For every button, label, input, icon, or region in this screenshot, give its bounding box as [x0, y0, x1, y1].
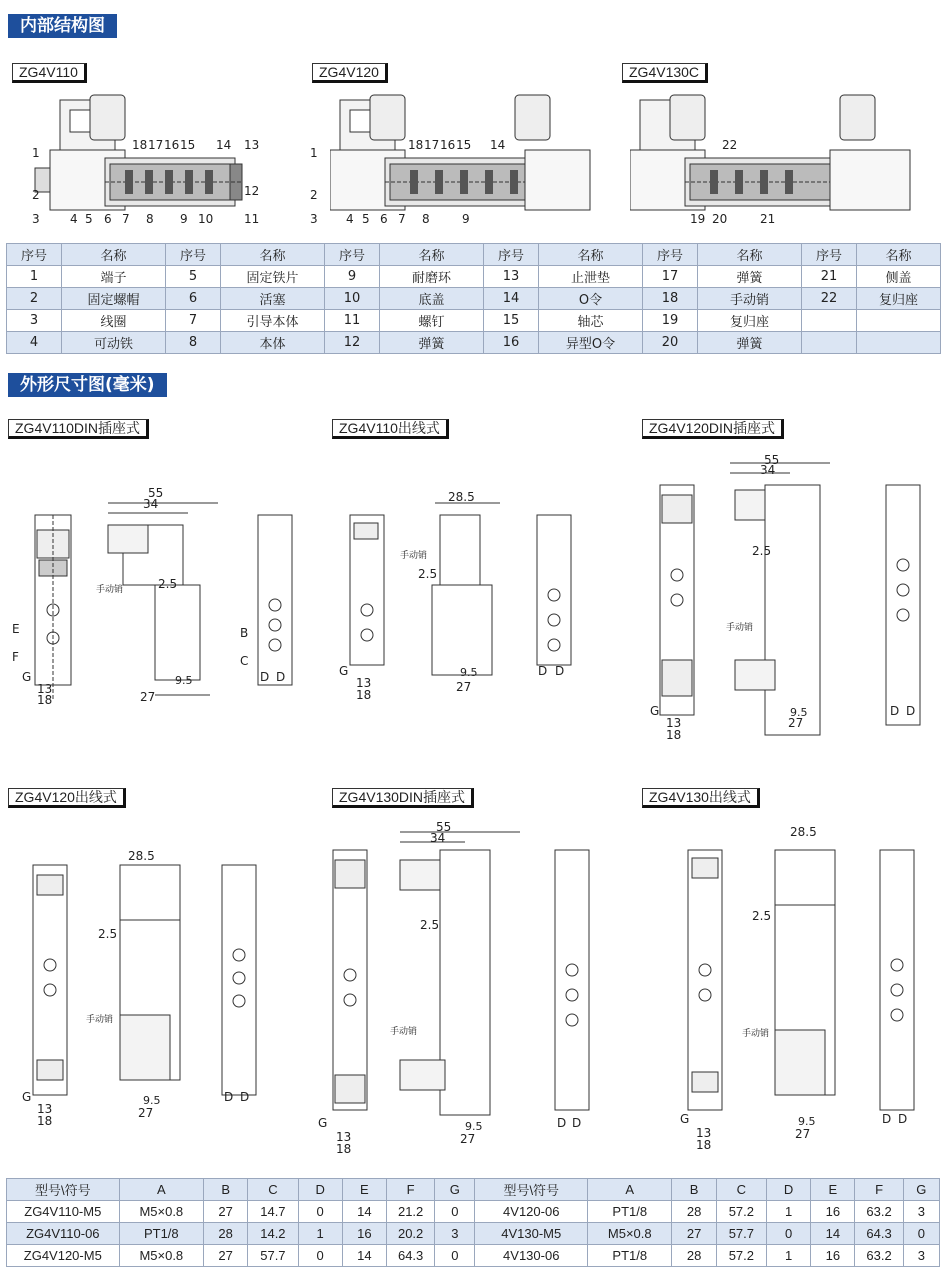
- dim-label-2-5: 2.5: [752, 909, 772, 923]
- callout: 5: [85, 212, 93, 226]
- table-header: G: [903, 1179, 939, 1201]
- dim-label-9-5: 9.5: [460, 666, 478, 679]
- table-cell: 7: [166, 310, 221, 332]
- table-cell: 3: [903, 1201, 939, 1223]
- table-cell: 4V120-06: [475, 1201, 588, 1223]
- dim-label-18: 18: [696, 1138, 712, 1152]
- callout: 22: [722, 138, 738, 152]
- callout: 2: [310, 188, 318, 202]
- structure-diagram-v110: [30, 90, 270, 230]
- dim-label-d: D: [555, 664, 565, 678]
- dim-label-13: 13: [37, 682, 53, 696]
- table-header: 序号: [484, 244, 539, 266]
- table-header: D: [766, 1179, 810, 1201]
- table-cell: 27: [204, 1245, 248, 1267]
- dim-label-d: D: [906, 704, 916, 718]
- table-cell: 复归座: [857, 288, 941, 310]
- dim-label-18: 18: [37, 693, 53, 707]
- callout: 21: [760, 212, 776, 226]
- dim-label-2-5: 2.5: [418, 567, 438, 581]
- table-cell: 底盖: [380, 288, 484, 310]
- table-header-row: [7, 244, 941, 266]
- model-tag-v120-din: ZG4V120DIN插座式: [642, 419, 784, 439]
- table-cell: 0: [766, 1223, 810, 1245]
- table-cell: 异型O令: [539, 332, 643, 354]
- table-cell: 0: [298, 1201, 342, 1223]
- table-cell: 8: [166, 332, 221, 354]
- table-cell: 28: [672, 1201, 716, 1223]
- table-cell: 引导本体: [221, 310, 325, 332]
- callout: 1: [32, 146, 40, 160]
- callout: 9: [462, 212, 470, 226]
- dim-label-34: 34: [143, 497, 159, 511]
- manual-pin-label: 手动销: [96, 585, 124, 595]
- dim-label-28-5: 28.5: [448, 490, 475, 504]
- callout: 3: [32, 212, 40, 226]
- section-header-structure: 内部结构图: [8, 14, 117, 38]
- dimension-drawing-v130-din: [325, 830, 605, 1120]
- table-cell: 可动铁: [62, 332, 166, 354]
- table-cell: 0: [903, 1223, 939, 1245]
- dim-label-55: 55: [148, 486, 164, 500]
- table-cell: 16: [484, 332, 539, 354]
- table-cell: [857, 332, 941, 354]
- dim-label-27: 27: [460, 1132, 476, 1146]
- table-header: D: [298, 1179, 342, 1201]
- callout: 4: [70, 212, 78, 226]
- callout: 6: [104, 212, 112, 226]
- dim-label-d: D: [572, 1116, 582, 1130]
- table-row: [7, 310, 941, 332]
- table-cell: 止泄垫: [539, 266, 643, 288]
- dim-label-18: 18: [336, 1142, 352, 1156]
- table-row: [7, 1223, 940, 1245]
- table-row: [7, 1201, 940, 1223]
- manual-pin-label: 手动销: [742, 1029, 770, 1039]
- dim-label-34: 34: [760, 463, 776, 477]
- table-cell: 17: [643, 266, 698, 288]
- table-cell: 11: [325, 310, 380, 332]
- dim-label-2-5: 2.5: [752, 544, 772, 558]
- dim-label-55: 55: [436, 820, 452, 834]
- table-cell: PT1/8: [119, 1223, 203, 1245]
- table-cell: 64.3: [855, 1223, 903, 1245]
- dim-label-d: D: [260, 670, 270, 684]
- callout: 10: [198, 212, 214, 226]
- table-cell: 14: [484, 288, 539, 310]
- dim-label-g: G: [680, 1112, 690, 1126]
- dimension-drawing-v120-din: [650, 455, 940, 745]
- table-row: [7, 332, 941, 354]
- dim-label-g: G: [650, 704, 660, 718]
- manual-pin-label: 手动销: [86, 1015, 114, 1025]
- dim-label-13: 13: [336, 1130, 352, 1144]
- table-cell: M5×0.8: [119, 1201, 203, 1223]
- table-cell: 28: [672, 1245, 716, 1267]
- callout: 20: [712, 212, 728, 226]
- table-cell: 侧盖: [857, 266, 941, 288]
- table-cell: 63.2: [855, 1245, 903, 1267]
- table-cell: 1: [7, 266, 62, 288]
- callout: 12: [244, 184, 260, 198]
- dim-label-9-5: 9.5: [143, 1094, 161, 1107]
- table-cell: 20: [643, 332, 698, 354]
- table-header: 型号\符号: [475, 1179, 588, 1201]
- dimension-drawing-v110-din: [15, 485, 315, 715]
- table-cell: 21.2: [387, 1201, 435, 1223]
- table-cell: [802, 332, 857, 354]
- dim-label-27: 27: [788, 716, 804, 730]
- dimension-table: [6, 1178, 940, 1267]
- table-cell: 耐磨环: [380, 266, 484, 288]
- table-header: B: [204, 1179, 248, 1201]
- dim-label-27: 27: [795, 1127, 811, 1141]
- dim-label-28-5: 28.5: [790, 825, 817, 839]
- model-tag-v130c: ZG4V130C: [622, 63, 708, 83]
- table-cell: 本体: [221, 332, 325, 354]
- dim-label-9-5: 9.5: [175, 674, 193, 687]
- table-cell: 14: [342, 1245, 386, 1267]
- table-cell: [802, 310, 857, 332]
- table-cell: 轴芯: [539, 310, 643, 332]
- dim-label-18: 18: [37, 1114, 53, 1128]
- table-cell: 弹簧: [698, 266, 802, 288]
- table-header: 序号: [802, 244, 857, 266]
- table-row: [7, 288, 941, 310]
- table-cell: 16: [342, 1223, 386, 1245]
- table-header: C: [248, 1179, 298, 1201]
- table-cell: 活塞: [221, 288, 325, 310]
- table-cell: 14: [342, 1201, 386, 1223]
- table-cell: ZG4V110-M5: [7, 1201, 120, 1223]
- callout: 3: [310, 212, 318, 226]
- table-cell: 13: [484, 266, 539, 288]
- table-header: F: [855, 1179, 903, 1201]
- dim-label-g: G: [22, 670, 32, 684]
- table-cell: 19: [643, 310, 698, 332]
- dim-label-9-5: 9.5: [790, 706, 808, 719]
- table-header: 名称: [857, 244, 941, 266]
- dim-label-27: 27: [140, 690, 156, 704]
- table-row: [7, 266, 941, 288]
- table-cell: 27: [672, 1223, 716, 1245]
- table-cell: 14.2: [248, 1223, 298, 1245]
- table-cell: PT1/8: [588, 1201, 672, 1223]
- dim-label-28-5: 28.5: [128, 849, 155, 863]
- manual-pin-label: 手动销: [390, 1027, 418, 1037]
- table-cell: 12: [325, 332, 380, 354]
- table-cell: 57.2: [716, 1245, 766, 1267]
- table-row: [7, 1245, 940, 1267]
- table-cell: PT1/8: [588, 1245, 672, 1267]
- model-tag-v120-wire: ZG4V120出线式: [8, 788, 126, 808]
- table-cell: 14: [811, 1223, 855, 1245]
- dim-label-27: 27: [456, 680, 472, 694]
- model-tag-v130-din: ZG4V130DIN插座式: [332, 788, 474, 808]
- callout: 17: [424, 138, 440, 152]
- dim-label-d: D: [240, 1090, 250, 1104]
- callout: 13: [244, 138, 260, 152]
- dim-label-g: G: [339, 664, 349, 678]
- table-cell: 复归座: [698, 310, 802, 332]
- dim-label-13: 13: [37, 1102, 53, 1116]
- table-cell: 3: [435, 1223, 475, 1245]
- dim-label-d: D: [557, 1116, 567, 1130]
- dim-label-b: B: [240, 626, 249, 640]
- parts-table: [6, 243, 941, 354]
- table-cell: 0: [435, 1245, 475, 1267]
- table-header: G: [435, 1179, 475, 1201]
- table-header: 序号: [325, 244, 380, 266]
- table-cell: 0: [435, 1201, 475, 1223]
- callout: 5: [362, 212, 370, 226]
- dim-label-13: 13: [666, 716, 682, 730]
- callout: 8: [146, 212, 154, 226]
- table-header: E: [811, 1179, 855, 1201]
- table-cell: 手动销: [698, 288, 802, 310]
- table-cell: 16: [811, 1201, 855, 1223]
- table-header: C: [716, 1179, 766, 1201]
- table-cell: 线圈: [62, 310, 166, 332]
- dim-label-d: D: [538, 664, 548, 678]
- dim-label-g: G: [318, 1116, 328, 1130]
- model-tag-v110-din: ZG4V110DIN插座式: [8, 419, 149, 439]
- table-header: 名称: [221, 244, 325, 266]
- callout: 11: [244, 212, 260, 226]
- table-cell: 弹簧: [380, 332, 484, 354]
- dim-label-27: 27: [138, 1106, 154, 1120]
- table-cell: 20.2: [387, 1223, 435, 1245]
- table-cell: 57.7: [716, 1223, 766, 1245]
- dim-label-13: 13: [356, 676, 372, 690]
- manual-pin-label: 手动销: [400, 551, 428, 561]
- dim-label-g: G: [22, 1090, 32, 1104]
- dim-label-f: F: [12, 650, 19, 664]
- table-cell: 2: [7, 288, 62, 310]
- table-header: E: [342, 1179, 386, 1201]
- table-cell: 螺钉: [380, 310, 484, 332]
- table-cell: M5×0.8: [119, 1245, 203, 1267]
- callout: 19: [690, 212, 706, 226]
- table-cell: 16: [811, 1245, 855, 1267]
- table-header: B: [672, 1179, 716, 1201]
- callout: 2: [32, 188, 40, 202]
- table-cell: 57.2: [716, 1201, 766, 1223]
- table-header: 名称: [380, 244, 484, 266]
- structure-diagram-v130c: [630, 90, 920, 230]
- table-cell: 5: [166, 266, 221, 288]
- table-cell: 弹簧: [698, 332, 802, 354]
- callout: 1: [310, 146, 318, 160]
- table-cell: 27: [204, 1201, 248, 1223]
- table-header: 名称: [698, 244, 802, 266]
- callout: 7: [122, 212, 130, 226]
- callout: 15: [180, 138, 196, 152]
- dim-label-d: D: [898, 1112, 908, 1126]
- dimension-drawing-v130-wire: [680, 840, 940, 1120]
- table-cell: 64.3: [387, 1245, 435, 1267]
- table-cell: [857, 310, 941, 332]
- table-cell: 10: [325, 288, 380, 310]
- table-cell: 21: [802, 266, 857, 288]
- callout: 14: [216, 138, 232, 152]
- table-cell: 0: [298, 1245, 342, 1267]
- table-cell: 4V130-06: [475, 1245, 588, 1267]
- callout: 15: [456, 138, 472, 152]
- callout: 16: [164, 138, 180, 152]
- table-header: A: [588, 1179, 672, 1201]
- table-cell: 1: [298, 1223, 342, 1245]
- table-cell: 63.2: [855, 1201, 903, 1223]
- table-cell: O令: [539, 288, 643, 310]
- table-header: 序号: [7, 244, 62, 266]
- callout: 17: [148, 138, 164, 152]
- table-cell: 18: [643, 288, 698, 310]
- table-header: 名称: [539, 244, 643, 266]
- callout: 4: [346, 212, 354, 226]
- callout: 14: [490, 138, 506, 152]
- dim-label-2-5: 2.5: [420, 918, 440, 932]
- table-header: F: [387, 1179, 435, 1201]
- table-header: 序号: [643, 244, 698, 266]
- dim-label-2-5: 2.5: [158, 577, 178, 591]
- dimension-drawing-v120-wire: [15, 855, 275, 1105]
- table-cell: 3: [7, 310, 62, 332]
- table-cell: ZG4V120-M5: [7, 1245, 120, 1267]
- dim-label-18: 18: [666, 728, 682, 742]
- section-header-dimensions: 外形尺寸图(毫米): [8, 373, 167, 397]
- manual-pin-label: 手动销: [726, 623, 754, 633]
- dim-label-18: 18: [356, 688, 372, 702]
- dim-label-e: E: [12, 622, 20, 636]
- table-cell: 4: [7, 332, 62, 354]
- callout: 16: [440, 138, 456, 152]
- table-cell: 固定螺帽: [62, 288, 166, 310]
- dim-label-2-5: 2.5: [98, 927, 118, 941]
- dim-label-d: D: [890, 704, 900, 718]
- dim-label-d: D: [882, 1112, 892, 1126]
- callout: 6: [380, 212, 388, 226]
- table-cell: 1: [766, 1201, 810, 1223]
- table-cell: 9: [325, 266, 380, 288]
- dim-label-9-5: 9.5: [465, 1120, 483, 1133]
- dim-label-9-5: 9.5: [798, 1115, 816, 1128]
- dim-label-13: 13: [696, 1126, 712, 1140]
- callout: 9: [180, 212, 188, 226]
- table-cell: 6: [166, 288, 221, 310]
- table-cell: 端子: [62, 266, 166, 288]
- model-tag-v120: ZG4V120: [312, 63, 388, 83]
- dim-label-55: 55: [764, 453, 780, 467]
- model-tag-v110: ZG4V110: [12, 63, 87, 83]
- structure-diagram-v120: [330, 90, 600, 230]
- table-cell: 3: [903, 1245, 939, 1267]
- table-header: A: [119, 1179, 203, 1201]
- callout: 7: [398, 212, 406, 226]
- callout: 18: [132, 138, 148, 152]
- table-cell: 4V130-M5: [475, 1223, 588, 1245]
- table-cell: M5×0.8: [588, 1223, 672, 1245]
- model-tag-v130-wire: ZG4V130出线式: [642, 788, 760, 808]
- table-cell: 14.7: [248, 1201, 298, 1223]
- callout: 8: [422, 212, 430, 226]
- dim-label-d: D: [276, 670, 286, 684]
- model-tag-v110-wire: ZG4V110出线式: [332, 419, 449, 439]
- table-cell: 28: [204, 1223, 248, 1245]
- table-header: 名称: [62, 244, 166, 266]
- dim-label-34: 34: [430, 831, 446, 845]
- dim-label-d: D: [224, 1090, 234, 1104]
- dim-label-c: C: [240, 654, 249, 668]
- table-header-row: [7, 1179, 940, 1201]
- table-header: 型号\符号: [7, 1179, 120, 1201]
- callout: 18: [408, 138, 424, 152]
- table-cell: 固定铁片: [221, 266, 325, 288]
- table-cell: 1: [766, 1245, 810, 1267]
- table-cell: 15: [484, 310, 539, 332]
- table-cell: ZG4V110-06: [7, 1223, 120, 1245]
- table-cell: 22: [802, 288, 857, 310]
- table-cell: 57.7: [248, 1245, 298, 1267]
- table-header: 序号: [166, 244, 221, 266]
